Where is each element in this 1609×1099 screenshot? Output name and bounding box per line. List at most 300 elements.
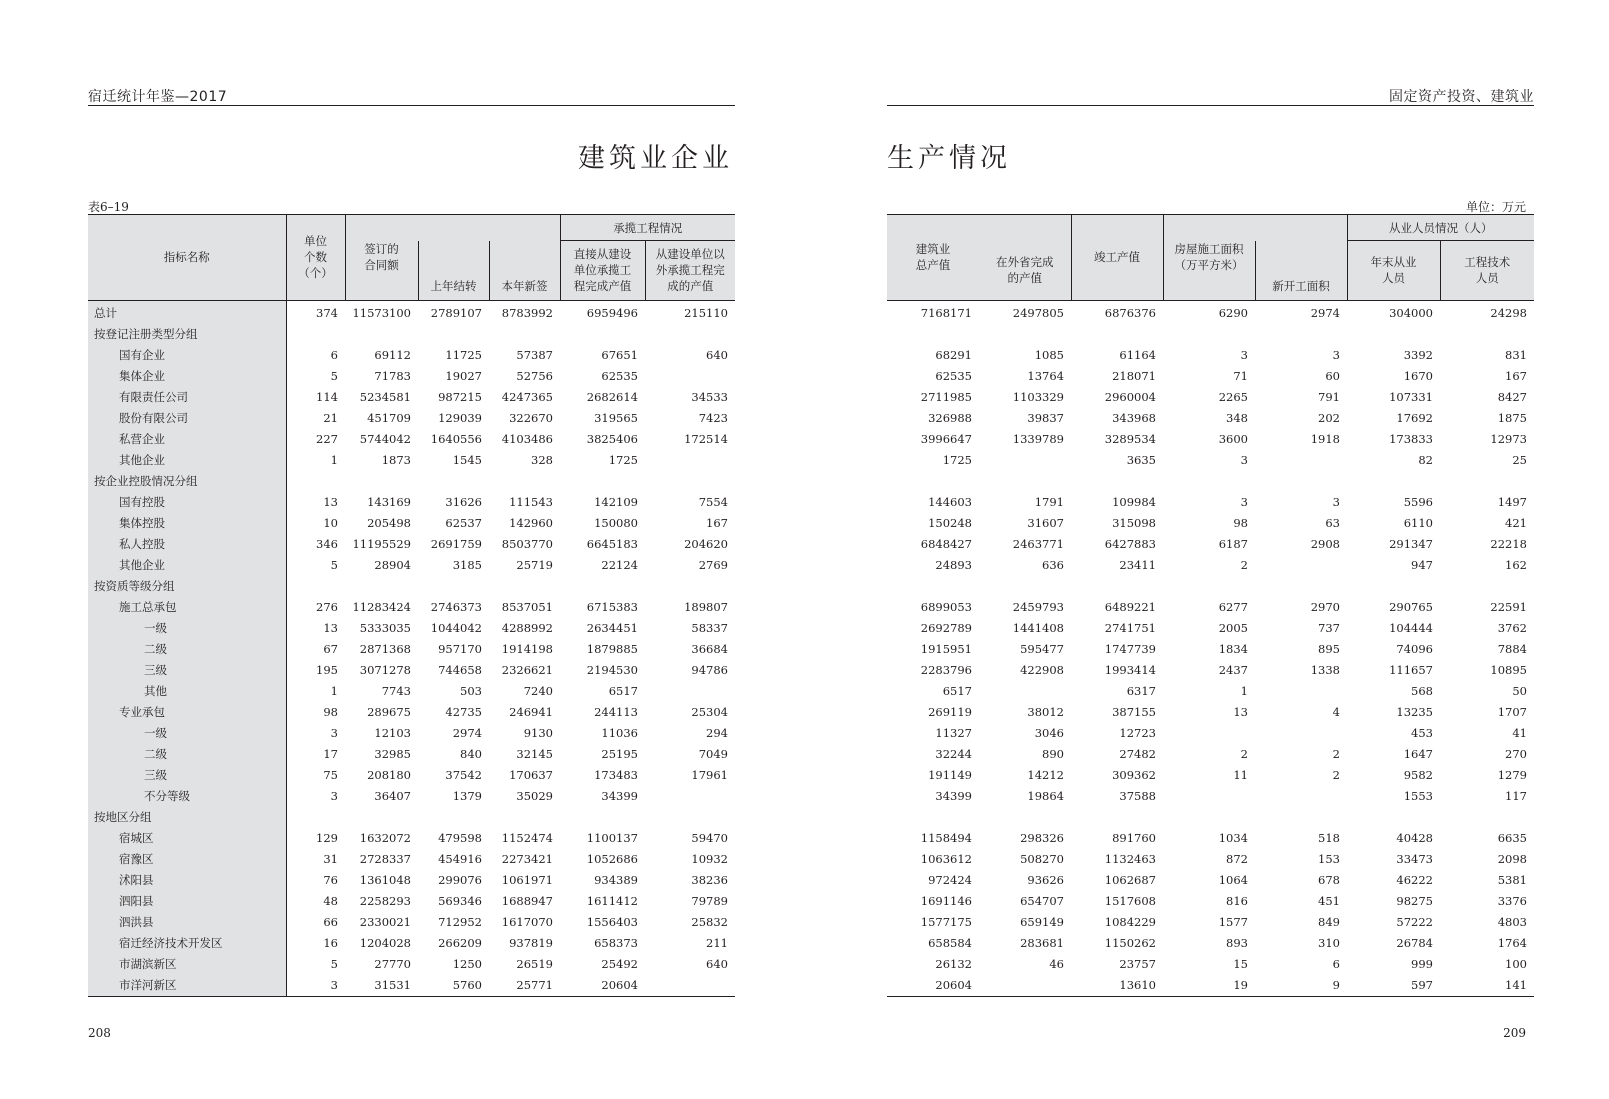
row-label: 专业承包 [88, 702, 286, 723]
table-cell: 26519 [516, 956, 553, 971]
table-cell [645, 681, 735, 702]
table-cell: 1875 [1497, 410, 1527, 425]
table-cell: 23411 [1119, 557, 1156, 572]
table-cell: 79789 [691, 893, 728, 908]
table-cell [345, 324, 418, 345]
table-cell: 111543 [509, 494, 553, 509]
table-cell: 7168171 [920, 305, 972, 320]
table-row [887, 660, 1534, 681]
table-cell: 451709 [367, 410, 411, 425]
table-cell: 14212 [1027, 767, 1064, 782]
table-cell [1071, 576, 1163, 597]
table-cell: 2728337 [359, 851, 411, 866]
page-number-left: 208 [88, 1026, 111, 1040]
table-cell [1163, 576, 1255, 597]
table-cell: 38012 [1027, 704, 1064, 719]
table-cell: 172514 [684, 431, 728, 446]
table-cell: 2 [1332, 767, 1340, 782]
header-total-output: 建筑业 总产值 [887, 215, 979, 301]
table-row [88, 933, 735, 954]
table-cell: 2769 [698, 557, 728, 572]
table-cell: 1441408 [1012, 620, 1064, 635]
table-row [887, 513, 1534, 534]
table-row [88, 828, 735, 849]
table-cell: 310 [1318, 935, 1340, 950]
table-row [887, 492, 1534, 513]
table-cell: 1084229 [1104, 914, 1156, 929]
table-cell: 1553 [1403, 788, 1433, 803]
table-cell: 315098 [1112, 515, 1156, 530]
table-cell: 6290 [1218, 305, 1248, 320]
table-row [88, 891, 735, 912]
table-cell: 6645183 [586, 536, 638, 551]
table-cell: 117 [1505, 788, 1527, 803]
table-cell: 2974 [452, 725, 482, 740]
table-cell: 972424 [928, 872, 972, 887]
running-head-right: 固定资产投资、建筑业 [1389, 89, 1534, 105]
table-cell: 2974 [1310, 305, 1340, 320]
table-cell: 1873 [381, 452, 411, 467]
row-label: 市洋河新区 [88, 975, 286, 997]
table-row [88, 954, 735, 975]
table-cell: 568 [1411, 683, 1433, 698]
table-cell: 33473 [1396, 851, 1433, 866]
table-cell: 895 [1318, 641, 1340, 656]
table-cell: 17961 [691, 767, 728, 782]
table-cell: 16 [323, 935, 338, 950]
table-cell: 36407 [374, 788, 411, 803]
table-cell: 7884 [1497, 641, 1527, 656]
table-cell: 283681 [1020, 935, 1064, 950]
table-cell: 22218 [1490, 536, 1527, 551]
row-label: 三级 [88, 765, 286, 786]
table-cell: 2741751 [1104, 620, 1156, 635]
header-external-output: 从建设单位以 外承揽工程完 成的产值 [645, 241, 735, 301]
table-cell: 62537 [445, 515, 482, 530]
table-row [88, 765, 735, 786]
table-cell: 987215 [438, 389, 482, 404]
table-cell: 2711985 [920, 389, 972, 404]
table-cell: 1993414 [1104, 662, 1156, 677]
table-cell: 11195529 [352, 536, 411, 551]
table-cell [1347, 807, 1440, 828]
table-row [887, 387, 1534, 408]
table-row [887, 975, 1534, 997]
table-cell: 1 [1240, 683, 1248, 698]
table-cell: 5333035 [359, 620, 411, 635]
header-blank [979, 215, 1071, 241]
table-cell: 40428 [1396, 830, 1433, 845]
header-completed-output: 竣工产值 [1071, 215, 1163, 301]
table-cell: 75 [323, 767, 338, 782]
header-blank [418, 215, 489, 241]
table-cell: 1 [330, 452, 338, 467]
table-cell: 421 [1505, 515, 1527, 530]
table-cell: 658373 [594, 935, 638, 950]
table-cell: 654707 [1020, 893, 1064, 908]
table-row [88, 408, 735, 429]
table-cell: 319565 [594, 410, 638, 425]
table-cell: 11327 [935, 725, 972, 740]
table-cell [645, 471, 735, 492]
table-cell: 19864 [1027, 788, 1064, 803]
table-cell [645, 450, 735, 471]
table-cell: 143169 [367, 494, 411, 509]
table-cell: 8537051 [501, 599, 553, 614]
table-cell: 57222 [1396, 914, 1433, 929]
table-cell: 891760 [1112, 830, 1156, 845]
table-cell: 27482 [1119, 746, 1156, 761]
table-cell: 5760 [452, 977, 482, 992]
table-cell: 1100137 [586, 830, 638, 845]
table-row [88, 555, 735, 576]
table-row [887, 933, 1534, 954]
table-cell: 52756 [516, 368, 553, 383]
table-cell [887, 807, 979, 828]
table-cell: 289675 [367, 704, 411, 719]
table-row [887, 639, 1534, 660]
table-cell: 269119 [928, 704, 972, 719]
table-cell: 34399 [601, 788, 638, 803]
table-cell: 3 [1332, 347, 1340, 362]
row-label: 集体控股 [88, 513, 286, 534]
table-cell: 6715383 [586, 599, 638, 614]
table-row [88, 597, 735, 618]
table-cell [286, 807, 345, 828]
row-label: 私人控股 [88, 534, 286, 555]
table-cell: 744658 [438, 662, 482, 677]
table-cell: 1517608 [1104, 893, 1156, 908]
right-page [887, 0, 1534, 1099]
table-cell [345, 807, 418, 828]
table-cell [1440, 471, 1534, 492]
table-cell [1255, 555, 1347, 576]
table-cell: 98 [1233, 515, 1248, 530]
table-row [88, 513, 735, 534]
table-row [887, 723, 1534, 744]
table-cell: 2005 [1218, 620, 1248, 635]
table-cell: 831 [1505, 347, 1527, 362]
table-cell: 244113 [594, 704, 638, 719]
table-cell: 13 [323, 620, 338, 635]
table-row [88, 639, 735, 660]
header-floor-area: 房屋施工面积 （万平方米） [1163, 215, 1255, 301]
table-cell: 4247365 [501, 389, 553, 404]
table-cell: 1063612 [920, 851, 972, 866]
table-cell: 374 [316, 305, 338, 320]
row-label: 总计 [88, 300, 286, 324]
table-cell: 934389 [594, 872, 638, 887]
table-cell: 2692789 [920, 620, 972, 635]
table-cell: 791 [1318, 389, 1340, 404]
table-cell: 50 [1512, 683, 1527, 698]
table-row [887, 597, 1534, 618]
header-contract-group: 承揽工程情况 [560, 215, 735, 241]
table-cell: 37542 [445, 767, 482, 782]
table-cell: 25492 [601, 956, 638, 971]
table-row [887, 849, 1534, 870]
row-label: 不分等级 [88, 786, 286, 807]
table-cell [345, 471, 418, 492]
table-cell: 5 [330, 368, 338, 383]
table-cell: 227 [316, 431, 338, 446]
table-cell: 1640556 [430, 431, 482, 446]
table-cell: 12103 [374, 725, 411, 740]
table-cell: 191149 [928, 767, 972, 782]
table-cell: 678 [1318, 872, 1340, 887]
table-cell [489, 471, 560, 492]
table-cell: 1617070 [501, 914, 553, 929]
table-cell: 1062687 [1104, 872, 1156, 887]
table-cell: 153 [1318, 851, 1340, 866]
table-row [887, 618, 1534, 639]
table-cell: 1556403 [586, 914, 638, 929]
table-cell: 597 [1411, 977, 1433, 992]
table-row [88, 387, 735, 408]
table-cell [286, 576, 345, 597]
table-cell: 2273421 [501, 851, 553, 866]
table-cell: 24298 [1490, 305, 1527, 320]
row-label: 私营企业 [88, 429, 286, 450]
table-cell: 326988 [928, 410, 972, 425]
table-cell: 37588 [1119, 788, 1156, 803]
table-cell [1255, 471, 1347, 492]
table-cell: 32145 [516, 746, 553, 761]
table-cell: 3 [330, 725, 338, 740]
table-cell: 32985 [374, 746, 411, 761]
table-cell: 3825406 [586, 431, 638, 446]
table-cell [286, 324, 345, 345]
table-cell: 569346 [438, 893, 482, 908]
table-cell [1071, 471, 1163, 492]
table-row [88, 744, 735, 765]
left-page [88, 0, 735, 1099]
table-cell: 5381 [1497, 872, 1527, 887]
row-label: 市湖滨新区 [88, 954, 286, 975]
table-cell [645, 576, 735, 597]
table-row [887, 870, 1534, 891]
table-cell: 658584 [928, 935, 972, 950]
table-cell: 1647 [1403, 746, 1433, 761]
table-cell: 6959496 [586, 305, 638, 320]
table-cell: 13610 [1119, 977, 1156, 992]
table-cell [1255, 723, 1347, 744]
table-cell: 7743 [381, 683, 411, 698]
table-cell: 6489221 [1104, 599, 1156, 614]
table-row [887, 954, 1534, 975]
table-cell: 5744042 [359, 431, 411, 446]
table-cell: 309362 [1112, 767, 1156, 782]
table-cell: 1061971 [501, 872, 553, 887]
row-label: 按地区分组 [88, 807, 286, 828]
table-cell [979, 681, 1071, 702]
table-cell: 6317 [1126, 683, 1156, 698]
row-label: 宿迁经济技术开发区 [88, 933, 286, 954]
table-cell: 28904 [374, 557, 411, 572]
table-cell: 3 [330, 788, 338, 803]
table-cell: 816 [1226, 893, 1248, 908]
table-cell: 8427 [1497, 389, 1527, 404]
table-cell [1163, 471, 1255, 492]
table-cell: 25832 [691, 914, 728, 929]
table-cell: 27770 [374, 956, 411, 971]
table-cell [887, 576, 979, 597]
table-cell: 19 [1233, 977, 1248, 992]
table-row [887, 429, 1534, 450]
table-row [887, 681, 1534, 702]
table-cell: 31 [323, 851, 338, 866]
table-row [887, 534, 1534, 555]
table-row [88, 660, 735, 681]
table-cell: 3376 [1497, 893, 1527, 908]
table-cell: 1670 [1403, 368, 1433, 383]
table-cell [1440, 576, 1534, 597]
table-cell: 21 [323, 410, 338, 425]
table-row [887, 408, 1534, 429]
table-row [887, 324, 1534, 345]
table-cell: 6517 [608, 683, 638, 698]
table-cell: 63 [1325, 515, 1340, 530]
row-label: 集体企业 [88, 366, 286, 387]
row-label: 三级 [88, 660, 286, 681]
header-new-started-area: 新开工面积 [1255, 241, 1347, 301]
table-cell [560, 576, 645, 597]
table-cell [979, 450, 1071, 471]
table-cell: 25719 [516, 557, 553, 572]
table-cell: 348 [1226, 410, 1248, 425]
table-cell: 1338 [1310, 662, 1340, 677]
table-cell [645, 324, 735, 345]
table-cell [418, 807, 489, 828]
table-cell: 479598 [438, 830, 482, 845]
table-cell: 35029 [516, 788, 553, 803]
table-cell: 872 [1226, 851, 1248, 866]
row-label: 其他企业 [88, 450, 286, 471]
table-cell: 2194530 [586, 662, 638, 677]
header-tech-staff: 工程技术 人员 [1440, 241, 1534, 301]
table-cell: 150248 [928, 515, 972, 530]
table-cell: 2 [1240, 746, 1248, 761]
table-cell: 59470 [691, 830, 728, 845]
table-cell: 3185 [452, 557, 482, 572]
table-cell: 100 [1505, 956, 1527, 971]
table-cell [489, 807, 560, 828]
table-row [88, 807, 735, 828]
table-cell [1255, 450, 1347, 471]
table-row [88, 429, 735, 450]
table-cell: 1707 [1497, 704, 1527, 719]
table-cell: 6635 [1497, 830, 1527, 845]
table-cell: 3 [1240, 494, 1248, 509]
table-row [887, 786, 1534, 807]
table-cell [1347, 576, 1440, 597]
table-cell [1255, 576, 1347, 597]
table-cell [418, 576, 489, 597]
table-cell: 1725 [608, 452, 638, 467]
table-cell: 93626 [1027, 872, 1064, 887]
table-cell: 6110 [1403, 515, 1433, 530]
table-cell: 640 [706, 956, 728, 971]
table-cell: 503 [460, 683, 482, 698]
table-cell: 1064 [1218, 872, 1248, 887]
table-cell: 3071278 [359, 662, 411, 677]
table-cell: 2634451 [586, 620, 638, 635]
table-cell: 32244 [935, 746, 972, 761]
table-row [887, 576, 1534, 597]
table-cell: 2 [1332, 746, 1340, 761]
table-cell: 291347 [1389, 536, 1433, 551]
table-cell: 266209 [438, 935, 482, 950]
table-row [887, 744, 1534, 765]
table-cell: 2459793 [1012, 599, 1064, 614]
table-cell: 67651 [601, 347, 638, 362]
table-cell: 11573100 [352, 305, 411, 320]
right-data-table [887, 214, 1534, 997]
table-cell: 71 [1233, 368, 1248, 383]
table-cell: 208180 [367, 767, 411, 782]
table-row [88, 450, 735, 471]
table-cell: 328 [531, 452, 553, 467]
table-cell: 343968 [1112, 410, 1156, 425]
table-cell: 8503770 [501, 536, 553, 551]
table-cell: 3762 [1497, 620, 1527, 635]
header-direct-output: 直接从建设 单位承揽工 程完成产值 [560, 241, 645, 301]
table-cell: 1611412 [586, 893, 638, 908]
table-cell: 41 [1512, 725, 1527, 740]
table-cell: 98 [323, 704, 338, 719]
row-label: 按登记注册类型分组 [88, 324, 286, 345]
table-cell: 195 [316, 662, 338, 677]
table-cell: 10895 [1490, 662, 1527, 677]
table-cell: 62535 [935, 368, 972, 383]
table-cell: 4 [1332, 704, 1340, 719]
table-cell: 4103486 [501, 431, 553, 446]
table-cell [418, 471, 489, 492]
table-cell: 129039 [438, 410, 482, 425]
table-cell: 270 [1505, 746, 1527, 761]
table-row [88, 912, 735, 933]
table-cell: 46 [1049, 956, 1064, 971]
table-cell: 111657 [1389, 662, 1433, 677]
table-cell [979, 975, 1071, 997]
table-cell: 98275 [1396, 893, 1433, 908]
table-title-right: 生产情况 [887, 143, 1011, 174]
page-number-right: 209 [1503, 1026, 1526, 1040]
table-cell: 25 [1512, 452, 1527, 467]
table-cell [887, 471, 979, 492]
table-cell: 204620 [684, 536, 728, 551]
header-carried-over: 上年结转 [418, 241, 489, 301]
table-cell: 246941 [509, 704, 553, 719]
table-cell: 453 [1411, 725, 1433, 740]
table-cell [645, 807, 735, 828]
table-cell: 893 [1226, 935, 1248, 950]
table-cell: 849 [1318, 914, 1340, 929]
table-cell: 387155 [1112, 704, 1156, 719]
table-cell: 71783 [374, 368, 411, 383]
table-cell: 142960 [509, 515, 553, 530]
table-cell [560, 807, 645, 828]
table-cell: 5234581 [359, 389, 411, 404]
table-cell: 7049 [698, 746, 728, 761]
header-rule-right [887, 105, 1534, 106]
table-cell: 3600 [1218, 431, 1248, 446]
table-cell: 1085 [1034, 347, 1064, 362]
table-cell [645, 786, 735, 807]
table-cell: 7240 [523, 683, 553, 698]
table-row [88, 681, 735, 702]
table-cell: 31626 [445, 494, 482, 509]
